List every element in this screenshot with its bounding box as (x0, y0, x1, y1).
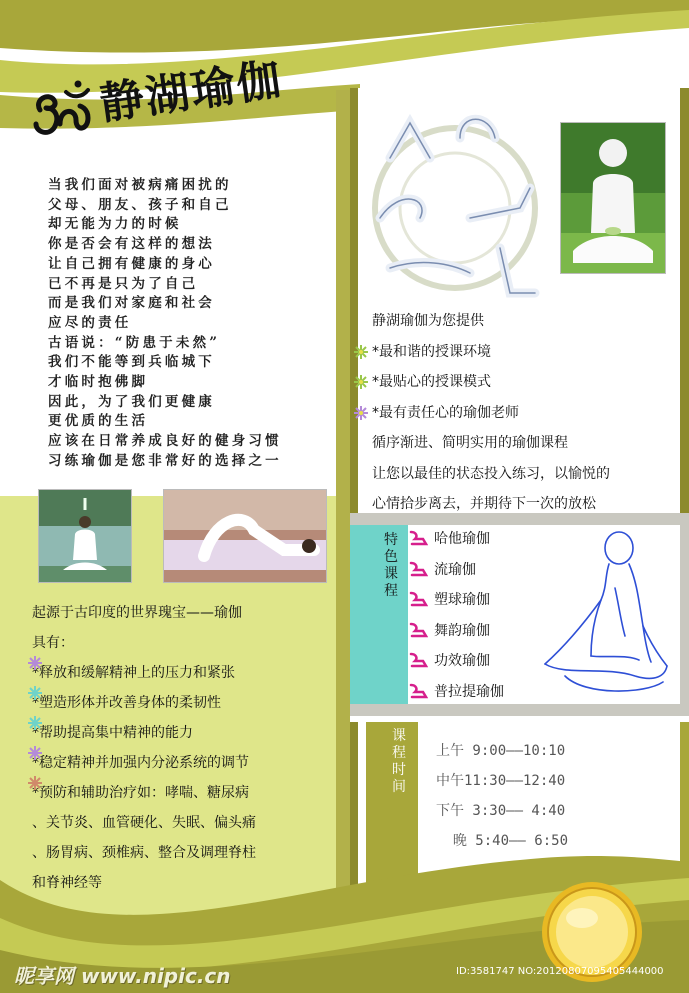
benefit-item-text: *塑造形体并改善身体的柔韧性 (32, 695, 221, 711)
yoga-pose-icon (408, 622, 428, 638)
poem-line: 古语说：“防患于未然” (48, 334, 221, 351)
poem-line: 我们不能等到兵临城下 (48, 354, 215, 371)
om-symbol-icon (30, 78, 94, 142)
schedule-list (436, 736, 568, 856)
poem-line: 而是我们对家庭和社会 (48, 295, 215, 312)
benefits-section (32, 598, 342, 898)
benefit-continued: 、肠胃病、颈椎病、整合及调理脊柱 (32, 845, 256, 861)
poem-line: 应该在日常养成良好的健身习惯 (48, 433, 282, 450)
provide-item (372, 367, 682, 398)
header (30, 38, 370, 148)
provide-item-text: *最贴心的授课模式 (372, 374, 491, 390)
feature-item (408, 616, 504, 647)
flower-icon (354, 406, 368, 420)
lake-yoga-photo (38, 489, 132, 583)
feature-item-label: 功效瑜伽 (434, 653, 490, 669)
feature-item-label: 流瑜伽 (434, 561, 476, 578)
feature-item (408, 555, 504, 586)
schedule-row: 下午 3:30—— 4:40 (436, 803, 566, 819)
provide-line: 循序渐进、简明实用的瑜伽课程 (372, 435, 568, 451)
benefit-continued: 和脊神经等 (32, 875, 102, 891)
schedule-label: 课程时间 (392, 728, 406, 795)
benefit-item (32, 718, 342, 748)
poem-line: 你是否会有这样的想法 (48, 236, 215, 253)
flower-icon (28, 686, 42, 700)
schedule-row: 上午 9:00——10:10 (436, 743, 566, 759)
feature-item (408, 646, 504, 677)
flower-icon (354, 375, 368, 389)
poem-line: 让自己拥有健康的身心 (48, 255, 215, 272)
feature-item (408, 585, 504, 616)
benefit-item-text: *帮助提高集中精神的能力 (32, 725, 193, 741)
yoga-pose-icon (408, 530, 428, 546)
intro-poem (48, 176, 348, 472)
provide-line: 心情拾步离去，并期待下一次的放松 (372, 496, 596, 512)
flower-icon (28, 746, 42, 760)
poem-line: 却无能为力的时候 (48, 216, 182, 233)
poem-line: 父母、朋友、孩子和自己 (48, 196, 232, 213)
feature-item (408, 524, 504, 555)
benefit-item-text: *稳定精神并加强内分泌系统的调节 (32, 755, 249, 771)
page-title: 静湖瑜伽 (96, 53, 286, 131)
provide-item (372, 398, 682, 429)
yoga-pose-icon (408, 561, 428, 577)
provide-item-text: *最有责任心的瑜伽老师 (372, 404, 519, 421)
schedule-row: 中午11:30——12:40 (436, 773, 566, 789)
flower-icon (28, 716, 42, 730)
poem-line: 更优质的生活 (48, 413, 149, 430)
benefit-item-text: *释放和缓解精神上的压力和紧张 (32, 665, 235, 681)
provide-heading: 静湖瑜伽为您提供 (372, 313, 484, 329)
poem-line: 才临时抱佛脚 (48, 374, 149, 391)
provide-item-text: *最和谐的授课环境 (372, 343, 491, 360)
flower-icon (28, 776, 42, 790)
poem-line: 当我们面对被病痛困扰的 (48, 177, 232, 193)
watermark-id: ID:3581747 NO:20120807095405444000 (456, 966, 664, 977)
yoga-pose-icon (408, 652, 428, 668)
flower-icon (28, 656, 42, 670)
benefit-item-text: *预防和辅助治疗如：哮喘、糖尿病 (32, 785, 249, 801)
meditation-figure-illustration (535, 526, 675, 698)
poem-line: 因此，为了我们更健康 (48, 393, 215, 410)
yoga-poses-illustration (360, 108, 550, 304)
schedule-row: 晚 5:40—— 6:50 (436, 833, 569, 849)
provide-item (372, 337, 682, 368)
benefit-item (32, 658, 342, 688)
benefit-item (32, 688, 342, 718)
poem-line: 应尽的责任 (48, 314, 132, 331)
benefit-item (32, 778, 342, 808)
benefit-intro: 起源于古印度的世界瑰宝——瑜伽 (32, 605, 242, 621)
provide-section (372, 306, 682, 520)
poem-line: 已不再是只为了自己 (48, 275, 199, 292)
feature-item-label: 哈他瑜伽 (434, 531, 490, 547)
yoga-pose-icon (408, 683, 428, 699)
flower-icon (354, 345, 368, 359)
benefit-intro: 具有： (32, 635, 74, 651)
watermark-logo: 昵享网 www.nipic.cn (14, 964, 231, 988)
yoga-pose-icon (408, 591, 428, 607)
benefit-item (32, 748, 342, 778)
provide-line: 让您以最佳的状态投入练习，以愉悦的 (372, 465, 610, 482)
benefit-continued: 、关节炎、血管硬化、失眠、偏头痛 (32, 815, 256, 831)
feature-item (408, 677, 504, 708)
features-list (408, 524, 504, 707)
feature-item-label: 塑球瑜伽 (434, 592, 490, 608)
features-label: 特色课程 (384, 532, 398, 599)
seated-yoga-photo (560, 122, 666, 274)
mat-yoga-photo (163, 489, 327, 583)
feature-item-label: 普拉提瑜伽 (434, 683, 504, 700)
poem-line: 习练瑜伽是您非常好的选择之一 (48, 452, 282, 469)
feature-item-label: 舞韵瑜伽 (434, 622, 490, 639)
